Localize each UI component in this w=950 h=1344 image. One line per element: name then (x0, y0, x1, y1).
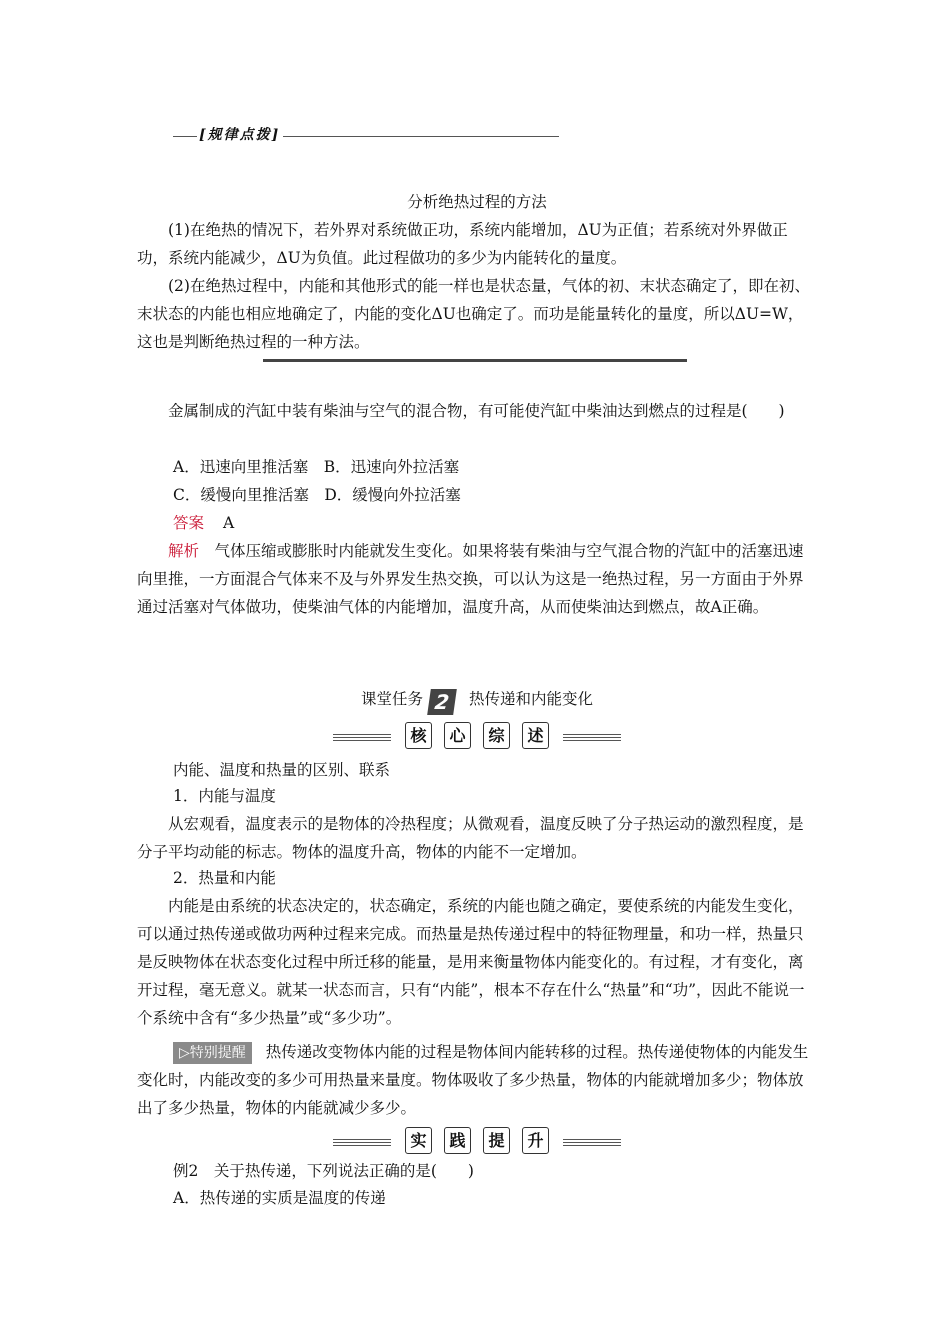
example-2-option-a: A．热传递的实质是温度的传递 (173, 1189, 386, 1207)
core-header-char: 心 (444, 722, 471, 749)
task-2-heading (137, 685, 817, 715)
header-double-rule-right (563, 1139, 621, 1146)
answer-label: 答案 (173, 514, 205, 532)
task-2-number-badge: 2 (427, 689, 457, 715)
tip-paragraph-2: (2)在绝热过程中，内能和其他形式的能一样也是状态量，气体的初、末状态确定了，即在初、末状态的内能也相应地确定了，内能的变化ΔU也确定了。而功是能量转化的量度，所以ΔU=W，这也是判断绝热过程的一种方法。 (137, 277, 810, 351)
tip-rule-left (173, 136, 197, 137)
practice-section-header (137, 1127, 817, 1155)
question-1-answer (173, 509, 813, 537)
core-section-header (137, 722, 817, 750)
core-heading: 内能、温度和热量的区别、联系 (173, 761, 391, 779)
core-header-char: 核 (405, 722, 432, 749)
answer-value: A (222, 514, 235, 532)
tip-paragraph-1: (1)在绝热的情况下，若外界对系统做正功，系统内能增加，ΔU为正值；若系统对外界做正功，系统内能减少，ΔU为负值。此过程做功的多少为内能转化的量度。 (137, 221, 788, 267)
core-header-char: 述 (522, 722, 549, 749)
question-1-analysis (137, 537, 817, 621)
analysis-text: 气体压缩或膨胀时内能就发生变化。如果将装有柴油与空气混合物的汽缸中的活塞迅速向里推，一方面混合气体来不及与外界发生热交换，可以认为这是一绝热过程，另一方面由于外界通过活塞对气体做功，使柴油气体的内能增加，温度升高，从而使柴油达到燃点，故A正确。 (137, 542, 804, 616)
header-double-rule-left (333, 1139, 391, 1146)
task-2-title: 热传递和内能变化 (469, 690, 594, 708)
tip-title: 分析绝热过程的方法 (407, 193, 547, 211)
tip-rule-right (283, 136, 559, 137)
question-1-stem: 金属制成的汽缸中装有柴油与空气的混合物，有可能使汽缸中柴油达到燃点的过程是( ) (168, 402, 785, 420)
header-double-rule-right (563, 734, 621, 741)
practice-header-char: 实 (405, 1127, 432, 1154)
practice-header-char: 提 (483, 1127, 510, 1154)
special-note-badge: ▷特别提醒 (173, 1042, 252, 1064)
header-double-rule-left (333, 734, 391, 741)
core-subtitle-2: 2．热量和内能 (173, 869, 276, 887)
practice-header-char: 践 (444, 1127, 471, 1154)
core-text-2: 内能是由系统的状态决定的，状态确定，系统的内能也随之确定，要使系统的内能发生变化，可以通过热传递或做功两种过程来完成。而热量是热传递过程中的特征物理量，和功一样，热量只是反映物体在状态变化过程中所迁移的能量，是用来衡量物体内能变化的。有过程，才有变化，离开过程，毫无意义。就某一状态而言，只有“内能”，根本不存在什么“热量”和“功”，因此不能说一个系统中含有“多少热量”或“多少功”。 (137, 897, 805, 1027)
practice-header-char: 升 (522, 1127, 549, 1154)
question-1-options-cd: C．缓慢向里推活塞 D．缓慢向外拉活塞 (173, 486, 461, 504)
core-text-1: 从宏观看，温度表示的是物体的冷热程度；从微观看，温度反映了分子热运动的激烈程度，是分子平均动能的标志。物体的温度升高，物体的内能不一定增加。 (137, 815, 804, 861)
special-note (137, 1038, 817, 1122)
tip-label: [规律点拨] (199, 127, 281, 143)
analysis-label: 解析 (168, 542, 200, 560)
special-note-text: 热传递改变物体内能的过程是物体间内能转移的过程。热传递使物体的内能发生变化时，内能改变的多少可用热量来量度。物体吸收了多少热量，物体的内能就增加多少；物体放出了多少热量，物体的内能就减少多少。 (137, 1043, 809, 1117)
question-1-options-ab: A．迅速向里推活塞 B．迅速向外拉活塞 (173, 458, 460, 476)
example-2-stem: 例2 关于热传递，下列说法正确的是( ) (173, 1162, 474, 1180)
tip-bottom-divider (263, 359, 687, 362)
core-subtitle-1: 1．内能与温度 (173, 787, 276, 805)
core-header-char: 综 (483, 722, 510, 749)
task-2-prefix: 课堂任务 (360, 690, 423, 708)
